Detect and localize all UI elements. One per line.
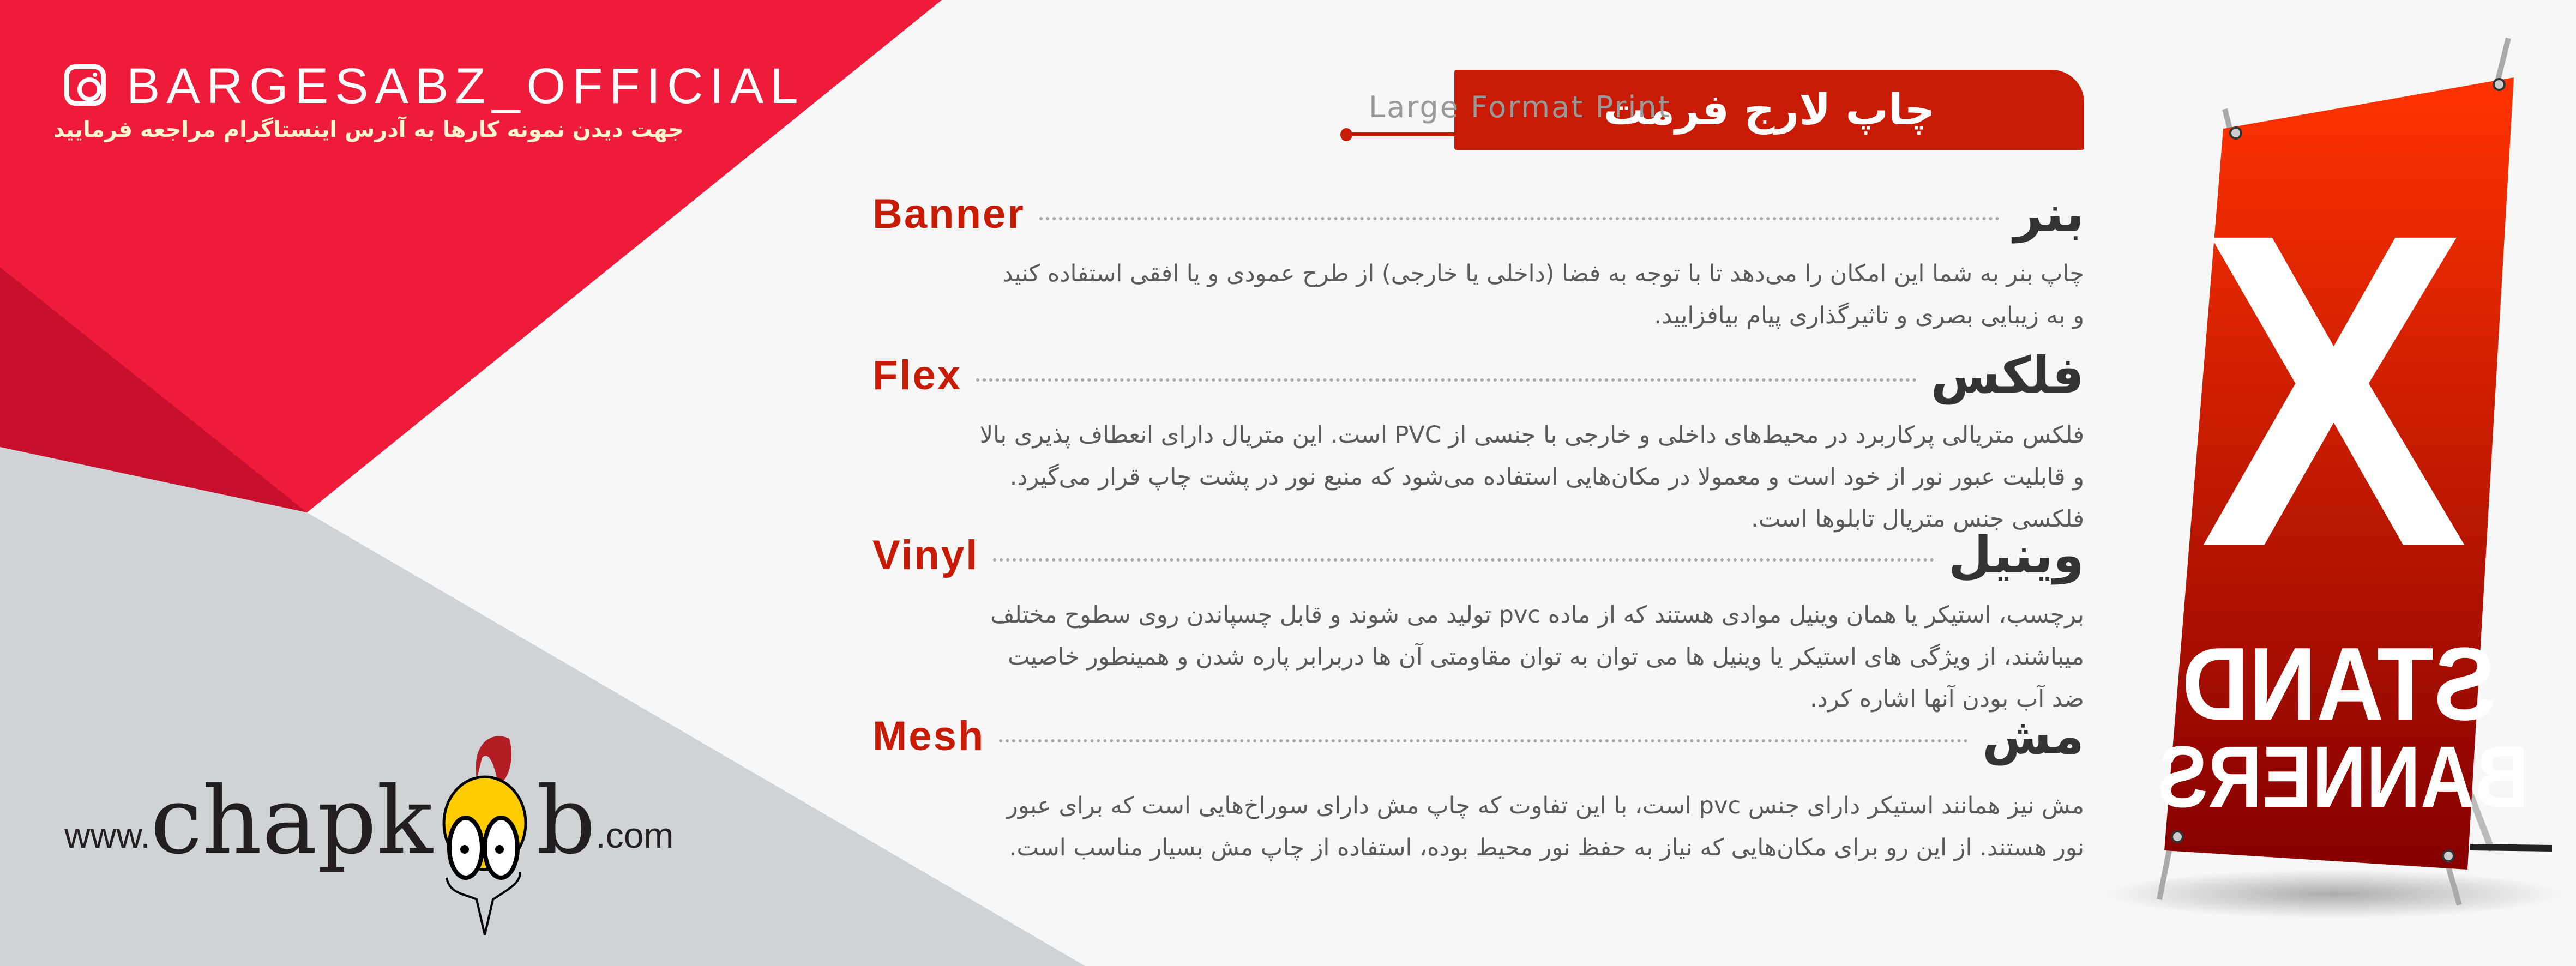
dotted-divider (976, 378, 1917, 382)
description-line: و به زیبایی بصری و تاثیرگذاری پیام بیافزایید. (1654, 302, 2084, 329)
title-persian: بنر (2013, 184, 2084, 243)
instagram-icon[interactable] (64, 64, 106, 106)
stand-big-x: X (2199, 141, 2469, 641)
stand-line2: BANNERS (2157, 728, 2529, 826)
description-line: میباشند، از ویژگی های استیکر یا وینیل ها می توان به توان مقاومتی آن ها دربرابر پاره شدن و همینطور خاصیت (1007, 643, 2084, 671)
description-line: برچسب، استیکر یا همان وینیل موادی هستند که از ماده pvc تولید می شوند و قابل چسپاندن روی سطوح مختلف (990, 601, 2084, 629)
title-english: Mesh (872, 713, 985, 759)
description-line: فلکسی جنس متریال تابلوها است. (1751, 505, 2084, 533)
header-dot (1340, 128, 1352, 141)
dotted-divider (999, 739, 1968, 742)
title-english: Banner (872, 190, 1025, 237)
title-persian: فلکس (1930, 346, 2084, 404)
logo-name-start: chapk (150, 767, 433, 875)
description (872, 253, 2084, 337)
description (872, 785, 2084, 869)
section-title-tab: چاپ لارج فرمت (1454, 70, 2084, 150)
x-stand-banner-illustration (2105, 38, 2563, 919)
chapkoob-logo[interactable] (64, 736, 673, 878)
description (872, 594, 2084, 720)
dotted-divider (1039, 217, 2000, 220)
bird-mascot-icon (433, 720, 537, 938)
instagram-handle[interactable]: BARGESABZ_OFFICIAL (127, 58, 805, 114)
description-line: فلکس متریالی پرکاربرد در محیط‌های داخلی و خارجی با جنسی از PVC است. این متریال دارای انعطاف پذیری بالا (979, 421, 2084, 449)
logo-suffix: .com (595, 815, 674, 855)
instagram-subtitle: جهت دیدن نمونه کارها به آدرس اینستاگرام مراجعه فرمایید (53, 117, 684, 142)
section-title-english: Large Format Print (1369, 90, 1671, 124)
logo-name-end: b (536, 767, 596, 875)
title-english: Vinyl (872, 532, 979, 578)
description-line: نور هستند. از این رو برای مکان‌هایی که نیاز به حفظ نور محیط بوده، استفاده از چاپ مش بسیار مناسب است. (1009, 834, 2084, 861)
description-line: و قابلیت عبور نور از خود است و معمولا در مکان‌هایی استفاده می‌شود که منبع نور در پشت چاپ قرار می‌گیرد. (1009, 463, 2084, 491)
section-vinyl (872, 522, 2084, 720)
title-english: Flex (872, 352, 962, 399)
description-line: ضد آب بودن آنها اشاره کرد. (1810, 685, 2084, 713)
title-persian: وینیل (1948, 526, 2084, 584)
section-flex (872, 342, 2084, 540)
dotted-divider (993, 558, 1934, 562)
section-mesh (872, 703, 2084, 869)
description (872, 414, 2084, 540)
section-banner (872, 181, 2084, 337)
title-persian: مش (1982, 707, 2084, 765)
description-line: مش نیز همانند استیکر دارای جنس pvc است، با این تفاوت که چاپ مش دارای سوراخ‌هایی است که برای عبور (1007, 792, 2084, 819)
logo-prefix: www. (64, 815, 151, 855)
description-line: چاپ بنر به شما این امکان را می‌دهد تا با توجه به فضا (داخلی یا خارجی) از طرح عمودی و یا افقی استفاده کنید (1002, 260, 2084, 287)
header-underline (1347, 132, 1456, 136)
stand-line1: STAND (2181, 626, 2496, 742)
